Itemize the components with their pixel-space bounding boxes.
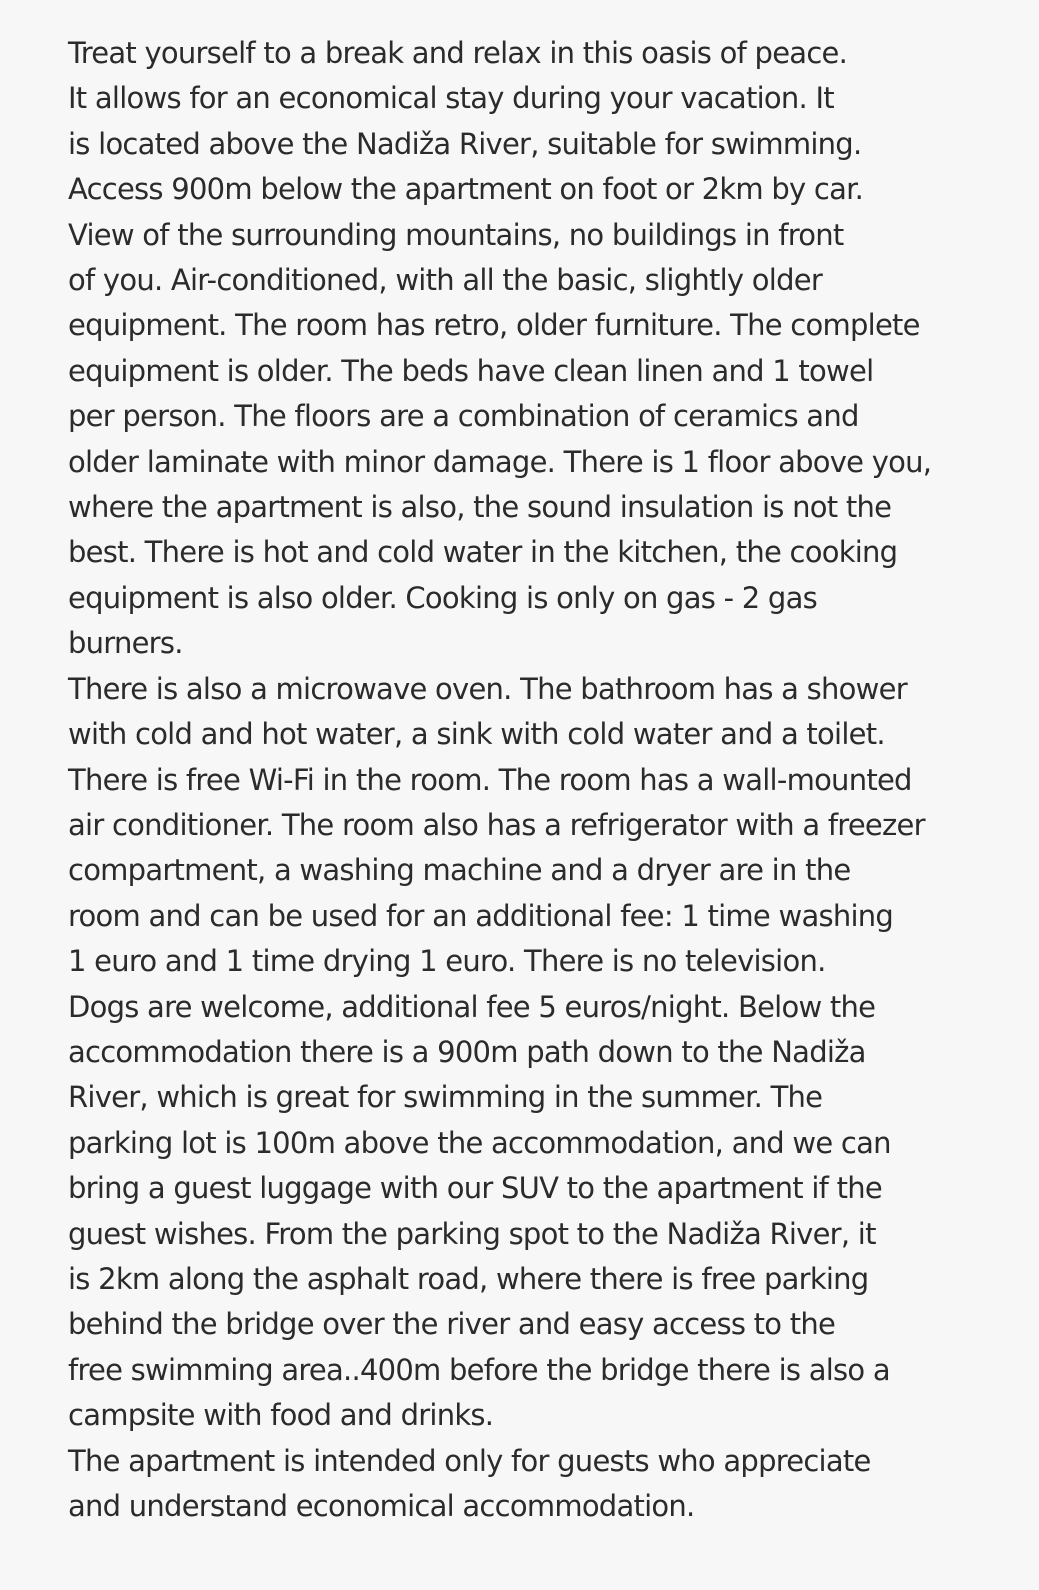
text-line: River, which is great for swimming in the summer. The [68, 1080, 823, 1115]
text-line: of you. Air-conditioned, with all the basic, slightly older [68, 263, 823, 298]
text-line: and understand economical accommodation. [68, 1489, 695, 1523]
text-line: equipment. The room has retro, older furniture. The complete [68, 308, 920, 343]
text-line: air conditioner. The room also has a refrigerator with a freezer [68, 807, 925, 842]
text-line: Treat yourself to a break and relax in this oasis of peace. [68, 36, 848, 70]
text-line: View of the surrounding mountains, no buildings in front [68, 217, 844, 252]
text-line: campsite with food and drinks. [68, 1398, 494, 1433]
text-line: equipment is older. The beds have clean linen and 1 towel [68, 353, 874, 388]
text-line: parking lot is 100m above the accommodation, and we can [68, 1125, 891, 1160]
text-line: where the apartment is also, the sound insulation is not the [68, 490, 892, 525]
text-line: is located above the Nadiža River, suitable for swimming. [68, 126, 862, 161]
text-line: per person. The floors are a combination of ceramics and [68, 399, 859, 434]
text-line: free swimming area..400m before the bridge there is also a [68, 1352, 890, 1387]
text-line: There is also a microwave oven. The bathroom has a shower [68, 671, 907, 706]
text-line: older laminate with minor damage. There is 1 floor above you, [68, 444, 932, 479]
text-line: compartment, a washing machine and a dryer are in the [68, 853, 851, 888]
text-line: 1 euro and 1 time drying 1 euro. There is no television. [68, 944, 826, 979]
listing-description [68, 31, 1028, 1529]
text-line: behind the bridge over the river and easy access to the [68, 1307, 836, 1342]
text-line: room and can be used for an additional fee: 1 time washing [68, 898, 894, 933]
text-line: is 2km along the asphalt road, where there is free parking [68, 1261, 869, 1296]
text-line: It allows for an economical stay during your vacation. It [68, 81, 834, 116]
text-line: Dogs are welcome, additional fee 5 euros/night. Below the [68, 989, 876, 1024]
text-line: There is free Wi-Fi in the room. The room has a wall-mounted [68, 762, 912, 797]
text-line: Access 900m below the apartment on foot or 2km by car. [68, 172, 864, 207]
text-line: guest wishes. From the parking spot to the Nadiža River, it [68, 1216, 876, 1251]
text-line: burners. [68, 626, 183, 661]
text-line: The apartment is intended only for guests who appreciate [68, 1443, 871, 1478]
text-line: with cold and hot water, a sink with cold water and a toilet. [68, 717, 885, 752]
text-line: best. There is hot and cold water in the kitchen, the cooking [68, 535, 898, 570]
text-line: equipment is also older. Cooking is only on gas - 2 gas [68, 580, 817, 615]
text-line: bring a guest luggage with our SUV to the apartment if the [68, 1171, 882, 1206]
text-line: accommodation there is a 900m path down to the Nadiža [68, 1034, 866, 1069]
